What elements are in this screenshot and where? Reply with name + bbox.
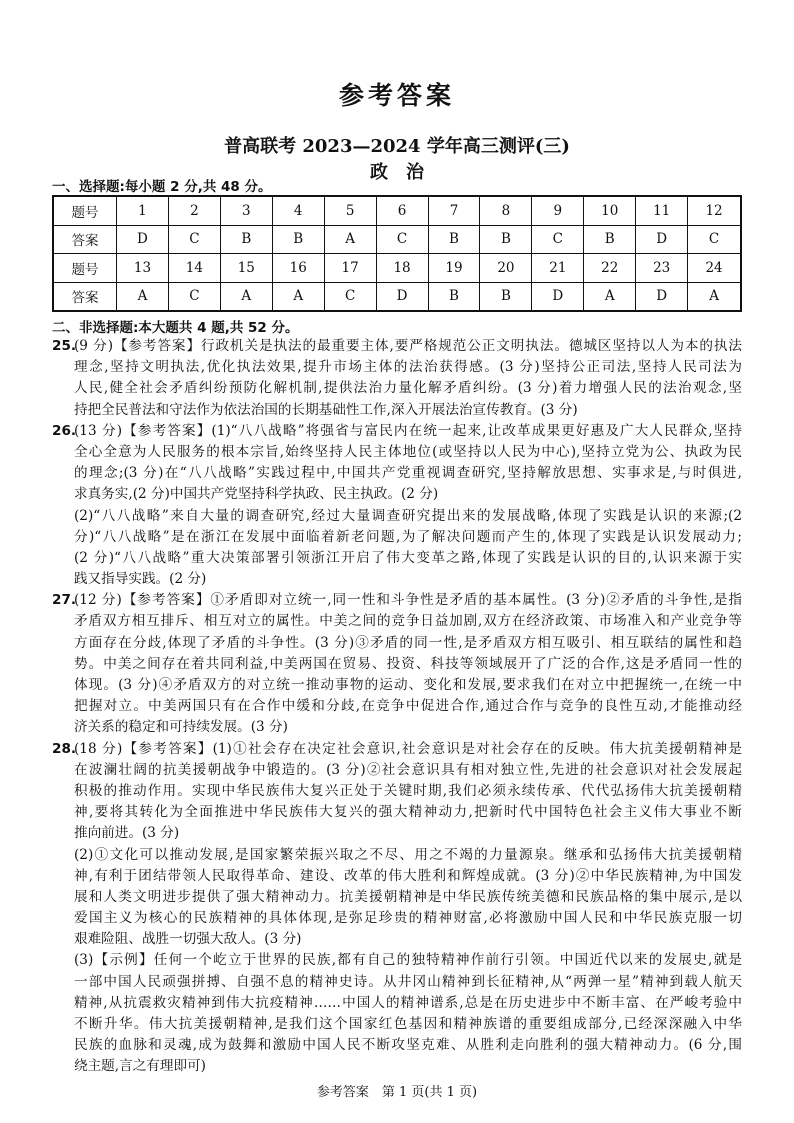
table-cell: 7: [428, 196, 480, 225]
table-cell: A: [117, 282, 169, 311]
row-label: 题号: [53, 254, 117, 283]
answer-line: [52, 1035, 742, 1056]
answer-text: (2)①文化可以推动发展,是国家繁荣振兴取之不尽、用之不竭的力量源泉。继承和弘扬伟大抗美援朝精: [74, 846, 742, 863]
question-block: [52, 421, 742, 591]
answer-text: 爱国主义为核心的民族精神的具体体现,是弥足珍贵的精神财富,必将激励中国人民和中华民族克服一切: [74, 910, 742, 927]
table-cell: 14: [168, 254, 220, 283]
row-label: 答案: [53, 282, 117, 311]
table-cell: 10: [584, 196, 636, 225]
table-row: [53, 254, 741, 283]
answer-line: [52, 569, 742, 590]
table-cell: C: [376, 225, 428, 254]
answer-text: (9 分)【参考答案】行政机关是执法的最重要主体,要严格规范公正文明执法。德城区坚持以人为本的执法: [74, 338, 742, 354]
answer-text: 展和人类文明进步提供了强大精神动力。抗美援朝精神是中华民族传统美德和民族品格的集中展示,是以: [74, 888, 742, 905]
table-cell: C: [688, 225, 741, 254]
table-cell: 17: [324, 254, 376, 283]
answer-text: 理念,坚持文明执法,优化执法效果,提升市场主体的法治获得感。(3 分)坚持公正司法,坚持人民司法为: [74, 359, 742, 376]
table-cell: 2: [168, 196, 220, 225]
answer-line: [52, 442, 742, 463]
answer-line: [52, 908, 742, 929]
answer-line: [52, 675, 742, 696]
table-row: [53, 196, 741, 225]
answer-line: [52, 823, 742, 844]
table-cell: 24: [688, 254, 741, 283]
answer-text: (2 分)“八八战略”重大决策部署引领浙江开启了伟大变革之路,体现了实践是认识的目的,认识来源于实: [74, 549, 742, 566]
question-block: [52, 739, 742, 1078]
table-cell: D: [636, 282, 688, 311]
question-block: [52, 590, 742, 738]
table-cell: 9: [532, 196, 584, 225]
answer-line: [52, 590, 742, 611]
answer-text: 在波澜壮阔的抗美援朝战争中锻造的。(3 分)②社会意识具有相对独立性,先进的社会意识对社会发展起: [74, 761, 742, 778]
question-number: 28.: [52, 740, 77, 757]
table-cell: 22: [584, 254, 636, 283]
table-cell: C: [168, 225, 220, 254]
answer-line: [52, 717, 742, 738]
answer-line: [52, 760, 742, 781]
answer-line: [52, 611, 742, 632]
answer-text: 践又指导实践。(2 分): [74, 571, 207, 588]
answer-line: [52, 950, 742, 971]
answer-text: 绕主题,言之有理即可): [74, 1058, 206, 1075]
answer-text: (18 分)【参考答案】(1)①社会存在决定社会意识,社会意识是对社会存在的反映。伟大抗美援朝精神是: [74, 740, 742, 757]
answer-text: (2)“八八战略”来自大量的调查研究,经过大量调查研究提出来的发展战略,体现了实践是认识的来源;(2: [74, 507, 742, 524]
table-cell: 3: [220, 196, 272, 225]
answer-line: [52, 654, 742, 675]
answer-line: [52, 336, 742, 357]
table-cell: D: [532, 282, 584, 311]
table-cell: C: [168, 282, 220, 311]
table-cell: D: [636, 225, 688, 254]
answer-text: 艰难险阻、战胜一切强大敌人。(3 分): [74, 931, 302, 948]
answer-line: [52, 463, 742, 484]
answer-line: [52, 484, 742, 505]
answer-line: [52, 929, 742, 950]
table-cell: 18: [376, 254, 428, 283]
answer-line: [52, 633, 742, 654]
table-row: [53, 282, 741, 311]
answer-text: 积极的推动作用。实现中华民族伟大复兴正处于关键时期,我们必须永续传承、代代弘扬伟大抗美援朝精: [74, 782, 742, 799]
answer-line: [52, 400, 742, 421]
table-cell: A: [220, 282, 272, 311]
section2-heading: 二、非选择题:本大题共 4 题,共 52 分。: [52, 320, 299, 336]
table-cell: 15: [220, 254, 272, 283]
table-cell: 13: [117, 254, 169, 283]
table-cell: 16: [272, 254, 324, 283]
answer-text: 矛盾双方相互排斥、相互对立的属性。中美之间的竞争日益加剧,双方在经济政策、市场准入和产业竞争等: [74, 613, 742, 630]
table-cell: C: [324, 282, 376, 311]
table-cell: 12: [688, 196, 741, 225]
answer-line: [52, 781, 742, 802]
table-cell: A: [324, 225, 376, 254]
table-cell: D: [376, 282, 428, 311]
table-cell: B: [272, 225, 324, 254]
table-cell: B: [428, 225, 480, 254]
table-cell: 20: [480, 254, 532, 283]
answer-line: [52, 378, 742, 399]
question-block: [52, 336, 742, 421]
exam-subtitle: 普高联考 2023—2024 学年高三测评(三): [224, 136, 570, 157]
answer-text: 势。中美之间存在着共同利益,中美两国在贸易、投资、科技等领域展开了广泛的合作,这是矛盾同一性的: [74, 655, 742, 672]
answer-line: [52, 739, 742, 760]
answer-text: 济关系的稳定和可持续发展。(3 分): [74, 719, 288, 736]
table-row: [53, 225, 741, 254]
answer-line: [52, 972, 742, 993]
table-cell: 23: [636, 254, 688, 283]
answer-line: [52, 887, 742, 908]
subject-title: 政 治: [370, 162, 424, 183]
answer-line: [52, 802, 742, 823]
table-cell: 8: [480, 196, 532, 225]
answer-line: [52, 357, 742, 378]
table-cell: 6: [376, 196, 428, 225]
answer-line: [52, 527, 742, 548]
answer-line: [52, 866, 742, 887]
table-cell: 4: [272, 196, 324, 225]
answer-line: [52, 506, 742, 527]
answer-text: 把握对立。中美两国只有在合作中缓和分歧,在竞争中促进合作,通过合作与竞争的良性互动,才能推动经: [74, 698, 742, 715]
answer-text: 民族的血脉和灵魂,成为鼓舞和激励中国人民不断攻坚克难、从胜利走向胜利的强大精神动力。(6 分,围: [74, 1037, 742, 1054]
answer-line: [52, 1014, 742, 1035]
answer-line: [52, 845, 742, 866]
answer-text: 体现。(3 分)④矛盾双方的对立统一推动事物的运动、变化和发展,要求我们在对立中把握统一,在统一中: [74, 677, 742, 693]
answer-text: 神,要将其转化为全面推进中华民族伟大复兴的强大精神动力,把新时代中国特色社会主义伟大事业不断: [74, 804, 742, 821]
row-label: 答案: [53, 225, 117, 254]
answer-text: 一部中国人民顽强拼搏、自强不息的精神史诗。从井冈山精神到长征精神,从“两弹一星”精神到载人航天: [74, 973, 742, 990]
table-cell: A: [584, 282, 636, 311]
answer-text: 全心全意为人民服务的根本宗旨,始终坚持人民主体地位(或坚持以人民为中心),坚持立党为公、执政为民: [74, 443, 742, 460]
answer-text: 方面存在分歧,体现了矛盾的斗争性。(3 分)③矛盾的同一性,是矛盾双方相互吸引、相互联结的属性和趋: [74, 634, 742, 651]
table-cell: 5: [324, 196, 376, 225]
table-cell: 1: [117, 196, 169, 225]
table-cell: 11: [636, 196, 688, 225]
answer-text: 持把全民普法和守法作为依法治国的长期基础性工作,深入开展法治宣传教育。(3 分): [74, 401, 578, 418]
table-cell: A: [688, 282, 741, 311]
answer-line: [52, 1056, 742, 1077]
page-title: 参考答案: [338, 81, 455, 110]
row-label: 题号: [53, 196, 117, 225]
questions-list: [52, 336, 742, 1078]
table-cell: B: [480, 282, 532, 311]
table-cell: B: [584, 225, 636, 254]
question-number: 27.: [52, 592, 77, 609]
answer-text: 人民,健全社会矛盾纠纷预防化解机制,提供法治力量化解矛盾纠纷。(3 分)着力增强人民的法治观念,坚: [74, 380, 742, 397]
question-number: 25.: [52, 338, 77, 354]
answer-text: (13 分)【参考答案】(1)“八八战略”将强省与富民内在统一起来,让改革成果更好惠及广大人民群众,坚持: [74, 422, 742, 439]
answer-text: 推向前进。(3 分): [74, 825, 180, 842]
table-cell: 19: [428, 254, 480, 283]
answer-table: [52, 195, 742, 312]
table-cell: A: [272, 282, 324, 311]
answer-text: 分)“八八战略”是在浙江在发展中面临着新老问题,为了解决问题而产生的,体现了实践是认识发展动力;: [74, 528, 742, 545]
table-cell: B: [428, 282, 480, 311]
table-cell: C: [532, 225, 584, 254]
answer-text: 求真务实,(2 分)中国共产党坚持科学执政、民主执政。(2 分): [74, 486, 439, 503]
answer-line: [52, 696, 742, 717]
table-cell: B: [480, 225, 532, 254]
answer-line: [52, 993, 742, 1014]
answer-text: 的理念;(3 分)在“八八战略”实践过程中,中国共产党重视调查研究,坚持解放思想、实事求是,与时俱进,: [74, 465, 742, 482]
table-cell: D: [117, 225, 169, 254]
section1-heading: 一、选择题:每小题 2 分,共 48 分。: [52, 179, 272, 195]
answer-text: 不断升华。伟大抗美援朝精神,是我们这个国家红色基因和精神族谱的重要组成部分,已经深深融入中华: [74, 1016, 742, 1032]
answer-text: (12 分)【参考答案】①矛盾即对立统一,同一性和斗争性是矛盾的基本属性。(3 分)②矛盾的斗争性,是指: [74, 592, 742, 609]
table-cell: 21: [532, 254, 584, 283]
answer-line: [52, 548, 742, 569]
answer-line: [52, 421, 742, 442]
question-number: 26.: [52, 422, 77, 439]
answer-text: (3)【示例】任何一个屹立于世界的民族,都有自己的独特精神作前行引领。中国近代以来的发展史,就是: [74, 952, 742, 969]
answer-text: 神,有利于团结带领人民取得革命、建设、改革的伟大胜利和辉煌成就。(3 分)②中华民族精神,为中国发: [74, 867, 742, 884]
answer-text: 精神,从抗震救灾精神到伟大抗疫精神……中国人的精神谱系,总是在历史进步中不断丰富、在严峻考验中: [74, 994, 742, 1011]
table-cell: B: [220, 225, 272, 254]
page-footer: 参考答案 第 1 页(共 1 页): [316, 1085, 478, 1100]
